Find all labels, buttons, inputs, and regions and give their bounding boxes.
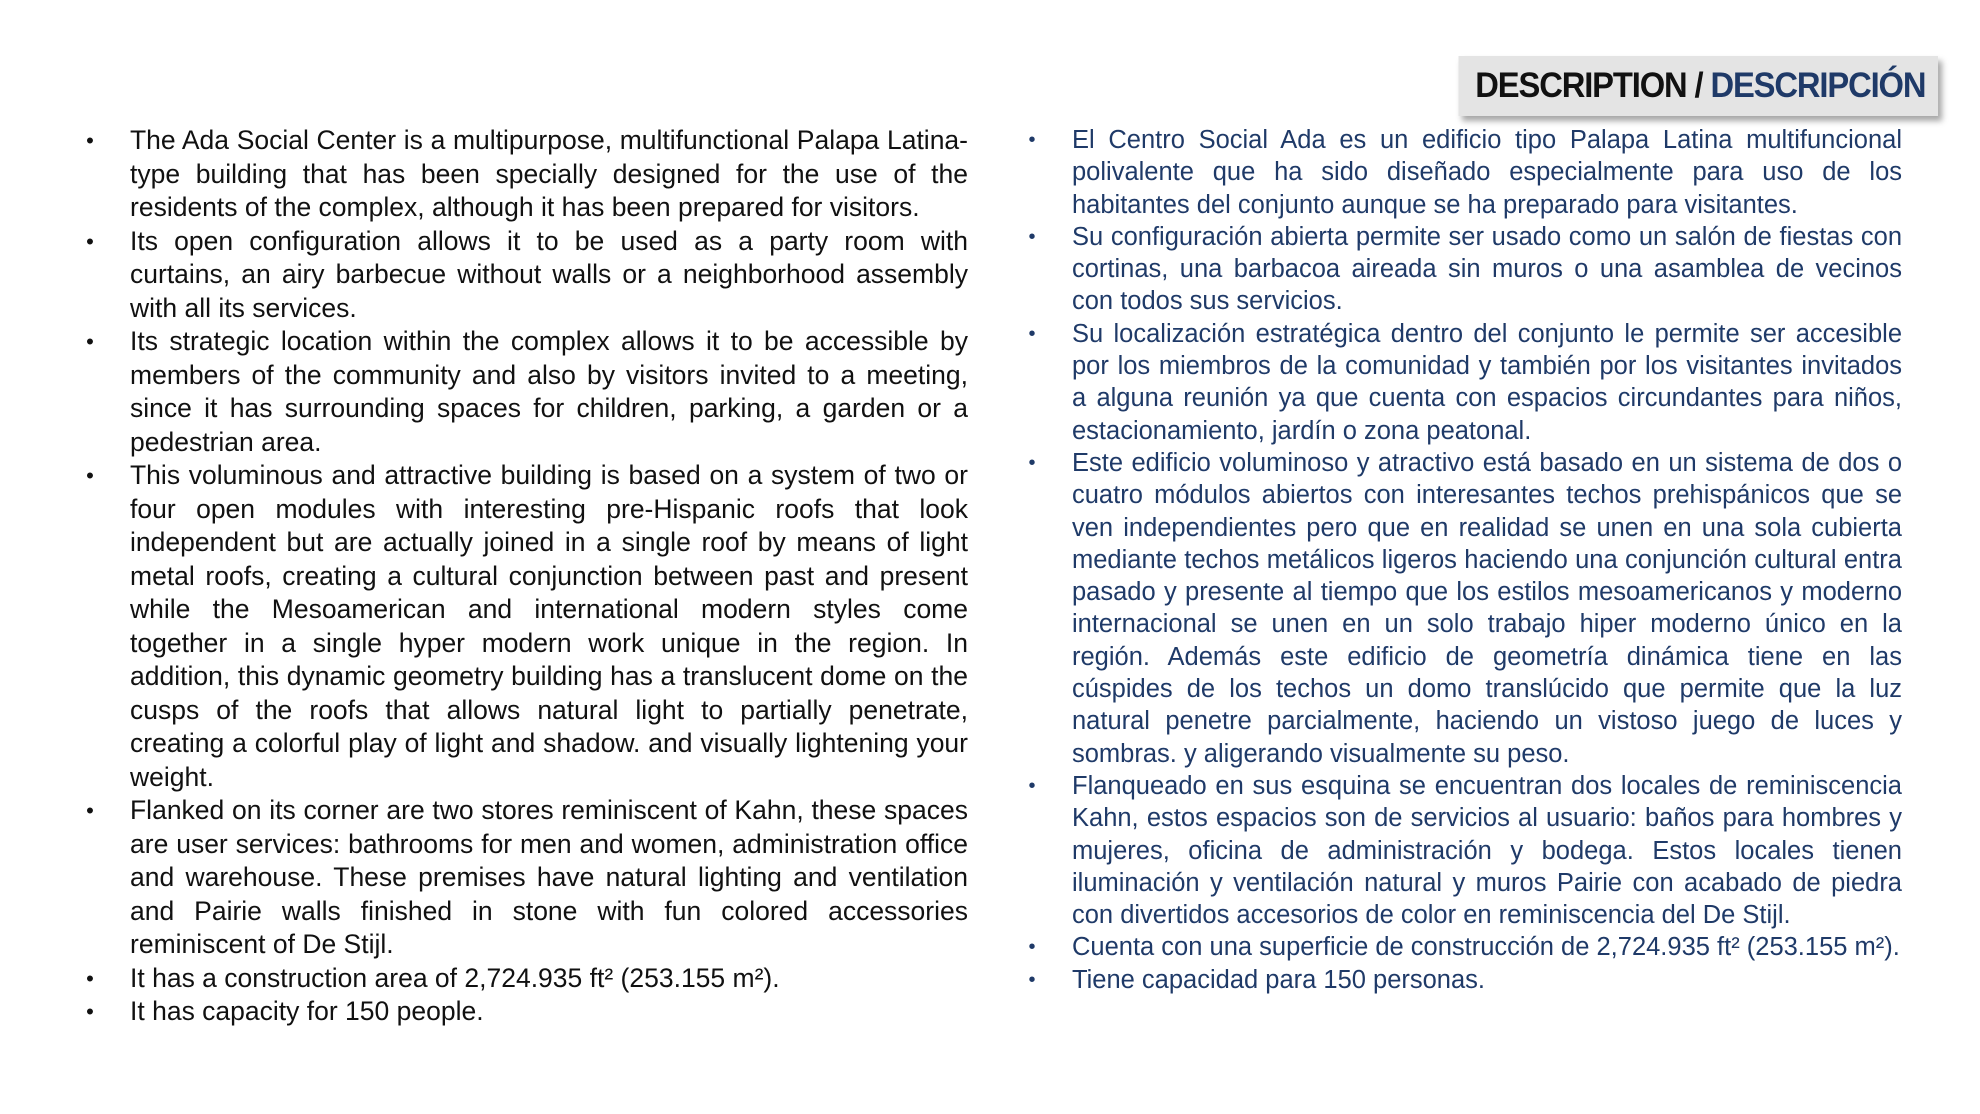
bullet-glyph: •: [86, 128, 94, 153]
bullet-glyph: •: [1028, 225, 1036, 248]
bullet-glyph: •: [86, 965, 94, 991]
title-english: DESCRIPTION: [1474, 66, 1687, 105]
english-item-2: [80, 325, 968, 459]
bullet-glyph: •: [86, 999, 94, 1024]
english-description-list: [80, 124, 968, 1029]
spanish-item-text: Cuenta con una superficie de construcción de 2,724.935 ft² (253.155 m²).: [1072, 933, 1900, 962]
bullet-glyph: •: [86, 798, 94, 823]
english-item-6: [80, 995, 968, 1029]
english-item-text: The Ada Social Center is a multipurpose, multifunctional Palapa Latina-type building that has been specially designed for the use of the residents of the complex, although it has been prepared for visitors.: [130, 125, 968, 222]
english-item-text: Flanked on its corner are two stores reminiscent of Kahn, these spaces are user services: bathrooms for men and women, administration office and warehouse. These premises have natural lighting and ventilation and Pairie walls finished in stone with fun colored accessories reminiscent of De Stijl.: [130, 795, 968, 959]
english-item-3: [80, 459, 968, 794]
spanish-description-list: [1022, 124, 1902, 996]
english-item-text: It has capacity for 150 people.: [130, 996, 484, 1026]
spanish-item-5: [1022, 931, 1902, 963]
bullet-glyph: •: [1028, 936, 1036, 959]
english-item-1: [80, 225, 968, 326]
bullet-glyph: •: [1028, 129, 1036, 151]
english-item-text: It has a construction area of 2,724.935 ft² (253.155 m²).: [130, 962, 780, 993]
spanish-item-0: [1022, 124, 1902, 221]
english-item-5: [80, 962, 968, 996]
bullet-glyph: •: [1028, 774, 1036, 797]
spanish-item-text: El Centro Social Ada es un edificio tipo Palapa Latina multifuncional polivalente que ha sido diseñado especialmente para uso de los habitantes del conjunto aunque se ha preparado para visitantes.: [1072, 126, 1902, 219]
title-spanish: DESCRIPCIÓN: [1710, 66, 1925, 105]
title-separator: /: [1686, 66, 1711, 105]
spanish-item-6: [1022, 964, 1902, 996]
bullet-glyph: •: [86, 228, 94, 254]
english-item-text: This voluminous and attractive building is based on a system of two or four open modules with interesting pre-Hispanic roofs that look independent but are actually joined in a single roof by means of light metal roofs, creating a cultural conjunction between past and present while the Mesoamerican and international modern styles come together in a single hyper modern work unique in the region. In addition, this dynamic geometry building has a translucent dome on the cusps of the roofs that allows natural light to partially penetrate, creating a colorful play of light and shadow. and visually lightening your weight.: [130, 460, 968, 792]
bullet-glyph: •: [86, 329, 94, 354]
bullet-glyph: •: [1028, 451, 1036, 474]
spanish-item-4: [1022, 770, 1902, 931]
spanish-item-3: [1022, 447, 1902, 770]
english-item-text: Its open configuration allows it to be used as a party room with curtains, an airy barbecue without walls or a neighborhood assembly with all its services.: [130, 225, 968, 323]
english-item-text: Its strategic location within the complex allows it to be accessible by members of the community and also by visitors invited to a meeting, since it has surrounding spaces for children, parking, a garden or a pedestrian area.: [130, 326, 968, 457]
spanish-item-text: Este edificio voluminoso y atractivo está basado en un sistema de dos o cuatro módulos abiertos con interesantes techos prehispánicos que se ven independientes pero que en realidad se unen en una sola cubierta mediante techos metálicos ligeros haciendo una conjunción cultural entra pasado y presente al tiempo que los estilos mesoamericanos y moderno internacional se unen en un solo trabajo hiper moderno único en la región. Además este edificio de geometría dinámica tiene en las cúspides de los techos un domo translúcido que permite que la luz natural penetre parcialmente, haciendo un vistoso juego de luces y sombras. y aligerando visualmente su peso.: [1072, 448, 1902, 768]
spanish-item-text: Flanqueado en sus esquina se encuentran dos locales de reminiscencia Kahn, estos espacios son de servicios al usuario: baños para hombres y mujeres, oficina de administración y bodega. Estos locales tienen iluminación y ventilación natural y muros Pairie con acabado de piedra con divertidos accesorios de color en reminiscencia del De Stijl.: [1072, 771, 1902, 930]
english-item-4: [80, 794, 968, 962]
bullet-glyph: •: [1028, 322, 1036, 345]
english-item-0: [80, 124, 968, 225]
section-title: [1458, 56, 1938, 116]
spanish-item-text: Tiene capacidad para 150 personas.: [1072, 965, 1486, 994]
spanish-item-text: Su configuración abierta permite ser usado como un salón de fiestas con cortinas, una barbacoa aireada sin muros o una asamblea de vecinos con todos sus servicios.: [1072, 222, 1902, 316]
spanish-item-text: Su localización estratégica dentro del conjunto le permite ser accesible por los miembros de la comunidad y también por los visitantes invitados a alguna reunión ya que cuenta con espacios circundantes para niños, estacionamiento, jardín o zona peatonal.: [1072, 319, 1902, 445]
bullet-glyph: •: [86, 463, 94, 488]
spanish-item-2: [1022, 318, 1902, 447]
spanish-item-1: [1022, 221, 1902, 318]
bullet-glyph: •: [1028, 968, 1036, 991]
